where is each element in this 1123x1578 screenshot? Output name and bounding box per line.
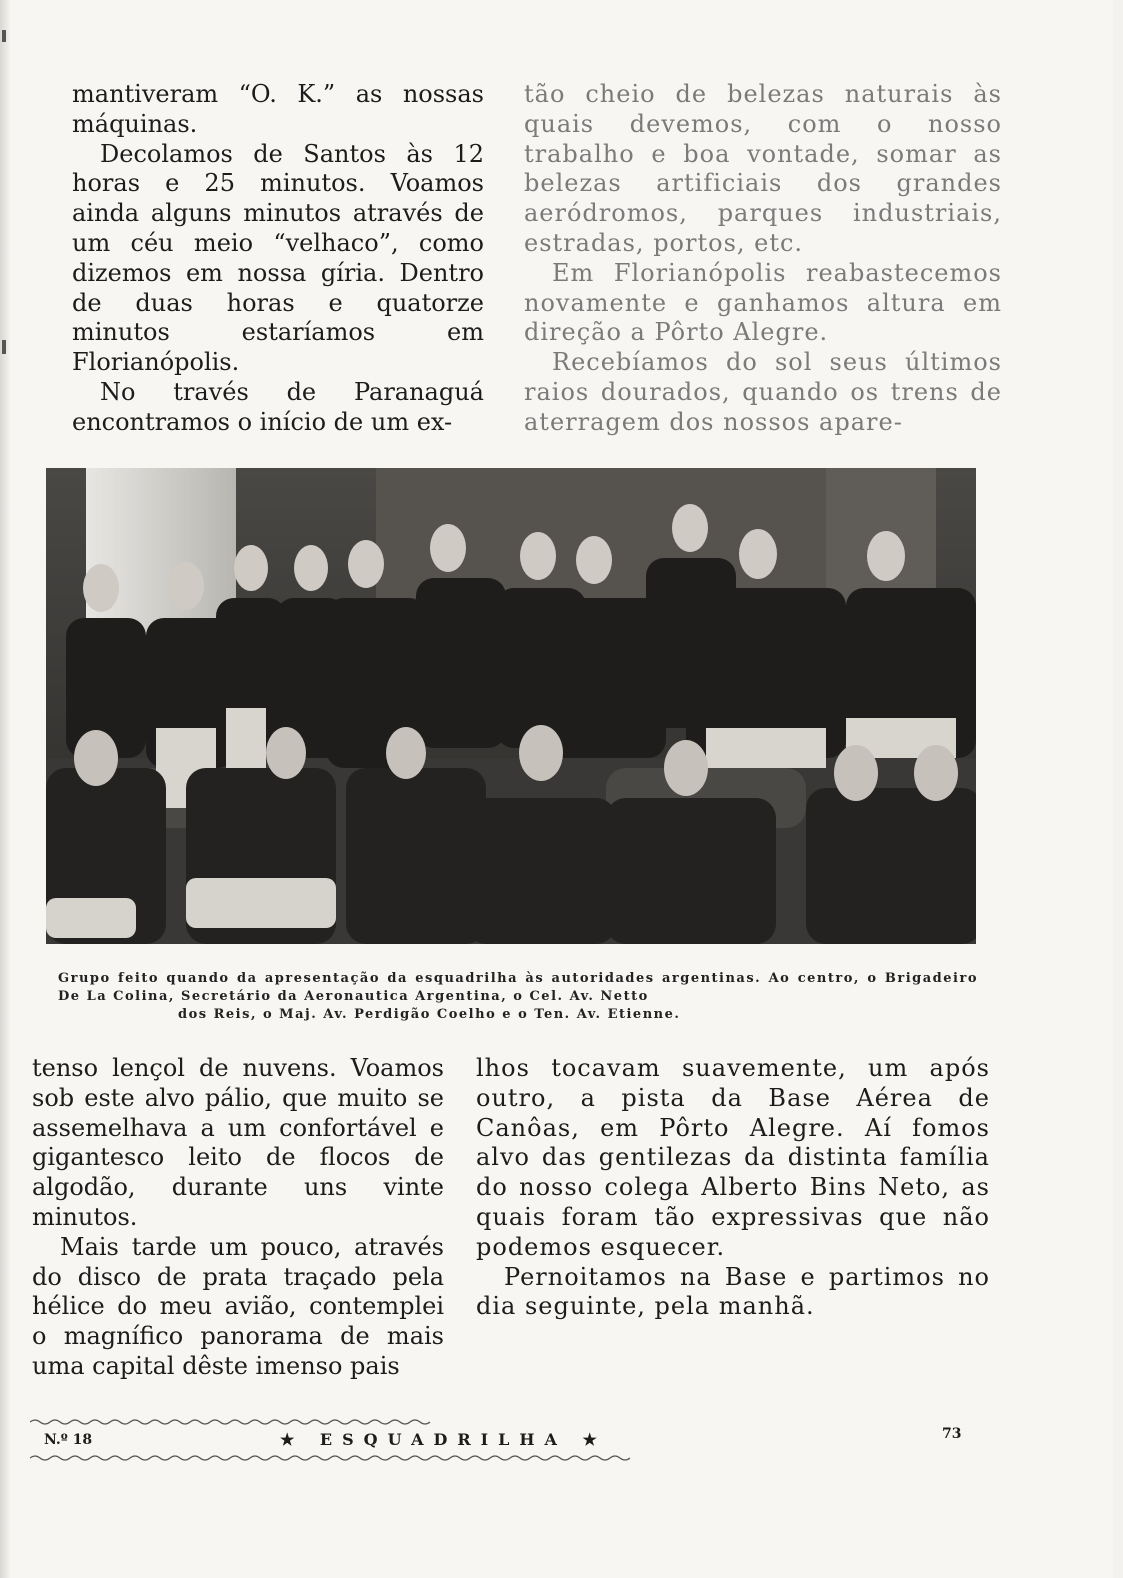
text-column-top-left — [72, 80, 484, 438]
magazine-page — [10, 0, 1113, 1578]
page-number: 73 — [942, 1426, 962, 1442]
text-column-bottom-left — [32, 1054, 444, 1382]
group-photo-illustration — [46, 468, 982, 944]
article-paragraph: tão cheio de belezas naturais às quais devemos, com o nosso trabalho e boa vontade, somar as belezas artificiais dos grandes aeródromos, parques industriais, estradas, portos, etc. — [524, 80, 1002, 257]
page-footer — [30, 1418, 990, 1468]
article-paragraph: No través de Paranaguá encontramos o início de um ex- — [72, 377, 484, 436]
group-photo — [46, 468, 982, 944]
magazine-title: ★ ESQUADRILHA ★ — [280, 1430, 607, 1449]
article-paragraph: mantiveram “O. K.” as nossas máquinas. — [72, 80, 484, 138]
article-paragraph: Mais tarde um pouco, através do disco de prata traçado pela hélice do meu avião, contemplei o magnífico panorama de mais uma capital dêste imenso pais — [32, 1232, 444, 1380]
text-column-top-right — [524, 80, 1002, 438]
caption-line-3: dos Reis, o Maj. Av. Perdigão Coelho e o Ten. Av. Etienne. — [178, 1007, 681, 1022]
edge-mark — [2, 340, 6, 354]
page-shadow — [0, 0, 10, 1578]
text-column-bottom-right — [476, 1054, 990, 1322]
article-paragraph: Recebíamos do sol seus últimos raios dourados, quando os trens de aterragem dos nossos apare- — [524, 348, 1002, 436]
footer-wavy-rule-bottom — [30, 1454, 990, 1462]
issue-number: N.º 18 — [44, 1432, 93, 1448]
article-paragraph: Decolamos de Santos às 12 horas e 25 minutos. Voamos ainda alguns minutos através de um céu meio “velhaco”, como dizemos em nossa gíria. Dentro de duas horas e quatorze minutos estaríamos em Florianópolis. — [72, 139, 484, 377]
photo-caption — [58, 970, 978, 1024]
article-paragraph: tenso lençol de nuvens. Voamos sob este alvo pálio, que muito se assemelhava a um confortável e gigantesco leito de flocos de algodão, durante uns vinte minutos. — [32, 1054, 444, 1231]
article-paragraph: lhos tocavam suavemente, um após outro, a pista da Base Aérea de Canôas, em Pôrto Alegre. Aí fomos alvo das gentilezas da distinta família do nosso colega Alberto Bins Neto, as quais foram tão expressivas que não podemos esquecer. — [476, 1054, 990, 1261]
article-paragraph: Em Florianópolis reabastecemos novamente e ganhamos altura em direção a Pôrto Alegre. — [524, 258, 1002, 347]
edge-mark — [2, 30, 6, 42]
footer-wavy-rule-top — [30, 1418, 990, 1426]
caption-line-2: centro, o Brigadeiro De La Colina, Secretário da Aeronautica Argentina, o Cel. Av. Netto — [58, 971, 978, 1004]
caption-line-1: Grupo feito quando da apresentação da esquadrilha às autoridades argentinas. Ao — [58, 971, 791, 986]
article-paragraph: Pernoitamos na Base e partimos no dia seguinte, pela manhã. — [476, 1262, 990, 1321]
